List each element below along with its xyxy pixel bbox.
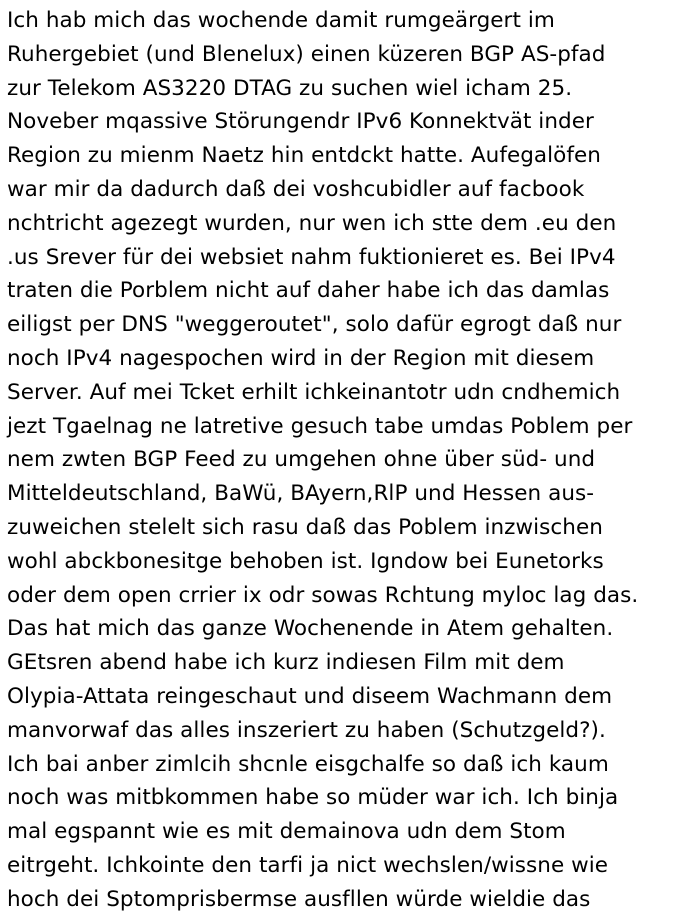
text-line-11: noch IPv4 nagespochen wird in der Region mit diesem — [7, 345, 595, 371]
text-line-27: hoch dei Sptomprisbermse ausfllen würde wieldie das — [7, 886, 591, 912]
text-line-26: eitrgeht. Ichkointe den tarfi ja nict wechslen/wissne wie — [7, 852, 609, 878]
text-line-18: oder dem open crrier ix odr sowas Rchtung myloc lag das. — [7, 582, 639, 608]
text-line-12: Server. Auf mei Tcket erhilt ichkeinantotr udn cndhemich — [7, 379, 621, 405]
text-line-8: .us Srever für dei websiet nahm fuktionieret es. Bei IPv4 — [7, 244, 616, 270]
text-line-10: eiligst per DNS "weggeroutet", solo dafür egrogt daß nur — [7, 312, 622, 338]
text-line-21: Olypia-Attata reingeschaut und diseem Wachmann dem — [7, 683, 613, 709]
text-line-25: mal egspannt wie es mit demainova udn dem Stom — [7, 819, 566, 845]
text-line-19: Das hat mich das ganze Wochenende in Atem gehalten. — [7, 616, 614, 642]
text-line-4: Noveber mqassive Störungendr IPv6 Konnektvät inder — [7, 109, 594, 135]
document-body — [7, 4, 682, 917]
text-line-16: zuweichen stelelt sich rasu daß das Poblem inzwischen — [7, 514, 603, 540]
text-line-9: traten die Porblem nicht auf daher habe ich das damlas — [7, 278, 610, 304]
text-line-1: Ich hab mich das wochende damit rumgeärgert im — [7, 8, 555, 33]
text-line-3: zur Telekom AS3220 DTAG zu suchen wiel icham 25. — [7, 75, 573, 101]
text-line-20: GEtsren abend habe ich kurz indiesen Film mit dem — [7, 650, 565, 676]
text-line-13: jezt Tgaelnag ne latretive gesuch tabe umdas Poblem per — [7, 413, 633, 439]
text-line-23: Ich bai anber zimlcih shcnle eisgchalfe so daß ich kaum — [7, 751, 609, 777]
text-line-2: Ruhergebiet (und Blenelux) einen küzeren BGP AS-pfad — [7, 41, 606, 67]
text-line-14: nem zwten BGP Feed zu umgehen ohne über süd- und — [7, 447, 596, 473]
text-line-17: wohl abckbonesitge behoben ist. Igndow bei Eunetorks — [7, 548, 604, 574]
text-line-24: noch was mitbkommen habe so müder war ich. Ich binja — [7, 785, 619, 811]
text-line-5: Region zu mienm Naetz hin entdckt hatte. Aufegalöfen — [7, 143, 601, 169]
text-line-22: manvorwaf das alles inszeriert zu haben (Schutzgeld?). — [7, 717, 606, 743]
text-line-6: war mir da dadurch daß dei voshcubidler auf facbook — [7, 176, 585, 202]
text-line-7: nchtricht agezegt wurden, nur wen ich stte dem .eu den — [7, 210, 617, 236]
text-line-15: Mitteldeutschland, BaWü, BAyern,RlP und Hessen aus- — [7, 481, 595, 507]
